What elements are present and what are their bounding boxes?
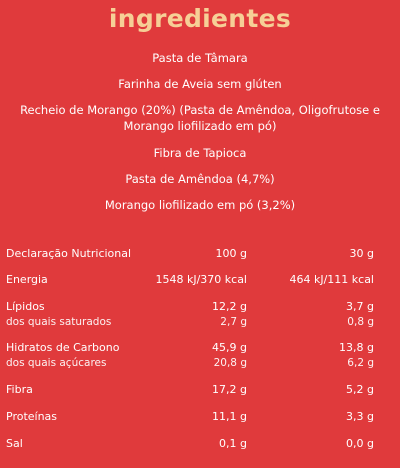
nutrient-value-30g: 13,8 g [339,341,374,354]
ingredient-item: Pasta de Tâmara [152,51,248,65]
nutrition-row-acucares [6,356,394,370]
nutrient-name: Lípidos [6,300,45,313]
nutrient-value-30g: 3,3 g [346,410,374,423]
nutrient-value-30g: 464 kJ/111 kcal [289,273,374,286]
nutrition-row-hidratos [6,340,394,356]
ingredient-item: Morango liofilizado em pó (3,2%) [104,198,296,212]
nutrient-value-30g: 0,8 g [347,316,374,328]
ingredient-item: Recheio de Morango (20%) (Pasta de Amêndoa, Oligofrutose e Morango liofilizado em pó) [20,103,380,133]
nutrient-name: dos quais açúcares [6,357,107,369]
nutrient-value-30g: 0,0 g [346,437,374,450]
nutrient-value-100g: 12,2 g [212,300,247,313]
nutrition-row-proteinas [6,409,394,425]
nutrition-table [6,246,394,452]
nutrient-name: Energia [6,273,48,286]
nutrition-row-saturados [6,315,394,329]
nutrition-row-fibra [6,382,394,398]
nutrient-name: Fibra [6,383,33,396]
ingredients-title: ingredientes [108,4,292,33]
ingredient-item: Farinha de Aveia sem glúten [118,77,282,91]
nutrient-name: Sal [6,437,23,450]
nutrient-name: Hidratos de Carbono [6,341,120,354]
nutrient-value-100g: 11,1 g [212,410,247,423]
nutrition-header-100g: 100 g [215,247,247,260]
ingredient-item: Fibra de Tapioca [153,146,247,160]
ingredients-list [0,50,400,223]
ingredient-item: Pasta de Amêndoa (4,7%) [125,172,275,186]
nutrient-value-100g: 1548 kJ/370 kcal [155,273,247,286]
nutrition-header-label: Declaração Nutricional [6,247,132,260]
nutrition-row-sal [6,436,394,452]
nutrition-row-energia [6,272,394,288]
nutrient-value-30g: 3,7 g [346,300,374,313]
nutrient-value-100g: 0,1 g [219,437,247,450]
nutrition-header-30g: 30 g [349,247,374,260]
nutrient-value-100g: 2,7 g [220,316,247,328]
nutrient-value-30g: 6,2 g [347,357,374,369]
nutrient-value-100g: 17,2 g [212,383,247,396]
nutrient-name: Proteínas [6,410,58,423]
nutrient-value-100g: 45,9 g [212,341,247,354]
nutrient-name: dos quais saturados [6,316,112,328]
nutrition-row-lipidos [6,299,394,315]
nutrition-header-row [6,246,394,262]
nutrient-value-30g: 5,2 g [346,383,374,396]
nutrient-value-100g: 20,8 g [213,357,247,369]
